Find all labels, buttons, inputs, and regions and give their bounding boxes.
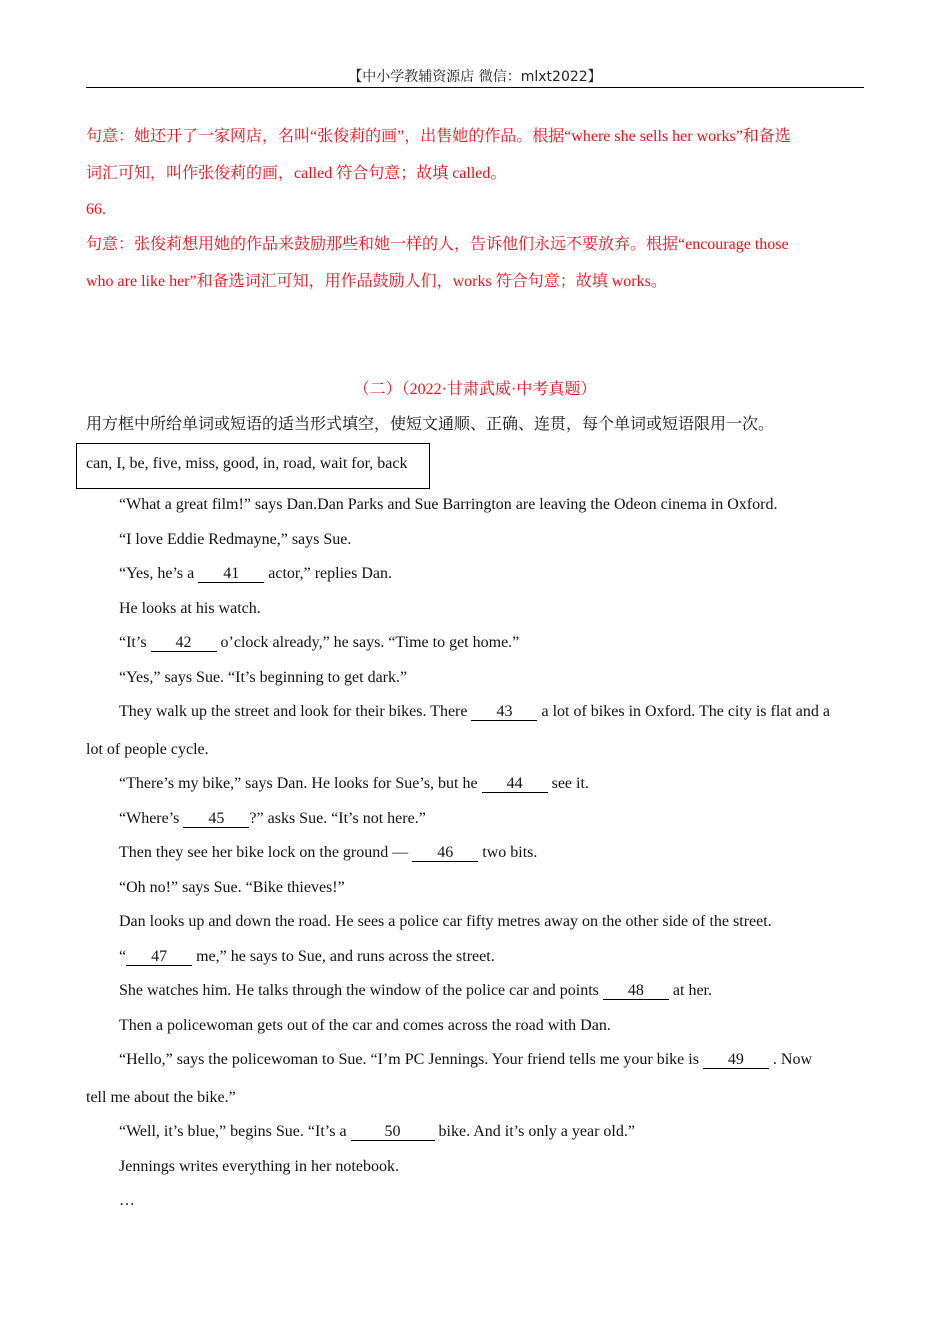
section-title: （二）（2022·甘肃武威·中考真题）: [353, 381, 597, 398]
blank-46: 46: [412, 844, 478, 862]
story-line: “There’s my bike,” says Dan. He looks for Sue’s, but he 44 see it.: [119, 775, 589, 792]
answer-65-line-1: 句意：她还开了一家网店，名叫“张俊莉的画”，出售她的作品。根据“where she sells her works”和备选: [86, 128, 791, 145]
blank-42: 42: [151, 634, 217, 652]
blank-49: 49: [703, 1051, 769, 1069]
story-line: “I love Eddie Redmayne,” says Sue.: [119, 531, 352, 548]
blank-44: 44: [482, 775, 548, 793]
story-ellipsis: …: [119, 1192, 135, 1209]
story-line: “Yes,” says Sue. “It’s beginning to get dark.”: [119, 669, 408, 686]
header-rule: [86, 87, 864, 88]
story-line: Then they see her bike lock on the ground — 46 two bits.: [119, 844, 538, 861]
story-line: tell me about the bike.”: [86, 1089, 236, 1106]
story-line: Dan looks up and down the road. He sees a police car fifty metres away on the other side of the street.: [119, 913, 772, 930]
question-number-66: 66.: [86, 201, 106, 218]
story-line: “Oh no!” says Sue. “Bike thieves!”: [119, 879, 345, 896]
story-line: “What a great film!” says Dan.Dan Parks and Sue Barrington are leaving the Odeon cinema in Oxford.: [119, 496, 778, 513]
story-line: He looks at his watch.: [119, 600, 261, 617]
answer-66-line-2: who are like her”和备选词汇可知，用作品鼓励人们，works 符合句意；故填 works。: [86, 273, 667, 290]
blank-41: 41: [198, 565, 264, 583]
story-line: lot of people cycle.: [86, 741, 209, 758]
page-header: 【中小学教辅资源店 微信：mlxt2022】: [348, 69, 602, 85]
blank-50: 50: [351, 1123, 435, 1141]
answer-66-line-1: 句意：张俊莉想用她的作品来鼓励那些和她一样的人，告诉他们永远不要放弃。根据“encourage those: [86, 236, 789, 253]
story-line: “ 47 me,” he says to Sue, and runs across the street.: [119, 948, 495, 965]
story-line: “Where’s 45 ?” asks Sue. “It’s not here.”: [119, 810, 426, 827]
blank-48: 48: [603, 982, 669, 1000]
story-line: Then a policewoman gets out of the car and comes across the road with Dan.: [119, 1017, 611, 1034]
answer-65-line-2: 词汇可知，叫作张俊莉的画，called 符合句意；故填 called。: [86, 165, 507, 182]
section-instructions: 用方框中所给单词或短语的适当形式填空，使短文通顺、正确、连贯，每个单词或短语限用一次。: [86, 416, 775, 433]
story-line: They walk up the street and look for their bikes. There 43 a lot of bikes in Oxford. The city is flat and a: [119, 703, 831, 720]
blank-45: 45: [183, 810, 249, 828]
story-line: Jennings writes everything in her notebook.: [119, 1158, 399, 1175]
word-box-text: can, I, be, five, miss, good, in, road, wait for, back: [86, 455, 408, 472]
story-line: “Well, it’s blue,” begins Sue. “It’s a 50 bike. And it’s only a year old.”: [119, 1123, 635, 1140]
word-box: [76, 443, 430, 489]
answer-65-explanation: [86, 118, 866, 192]
story-line: “Hello,” says the policewoman to Sue. “I’m PC Jennings. Your friend tells me your bike is 49 . Now: [119, 1051, 813, 1068]
blank-43: 43: [471, 703, 537, 721]
blank-47: 47: [126, 948, 192, 966]
story-line: “It’s 42 o’clock already,” he says. “Time to get home.”: [119, 634, 520, 651]
answer-66-explanation: [86, 226, 866, 300]
story-line: “Yes, he’s a 41 actor,” replies Dan.: [119, 565, 393, 582]
story-line: She watches him. He talks through the window of the police car and points 48 at her.: [119, 982, 712, 999]
